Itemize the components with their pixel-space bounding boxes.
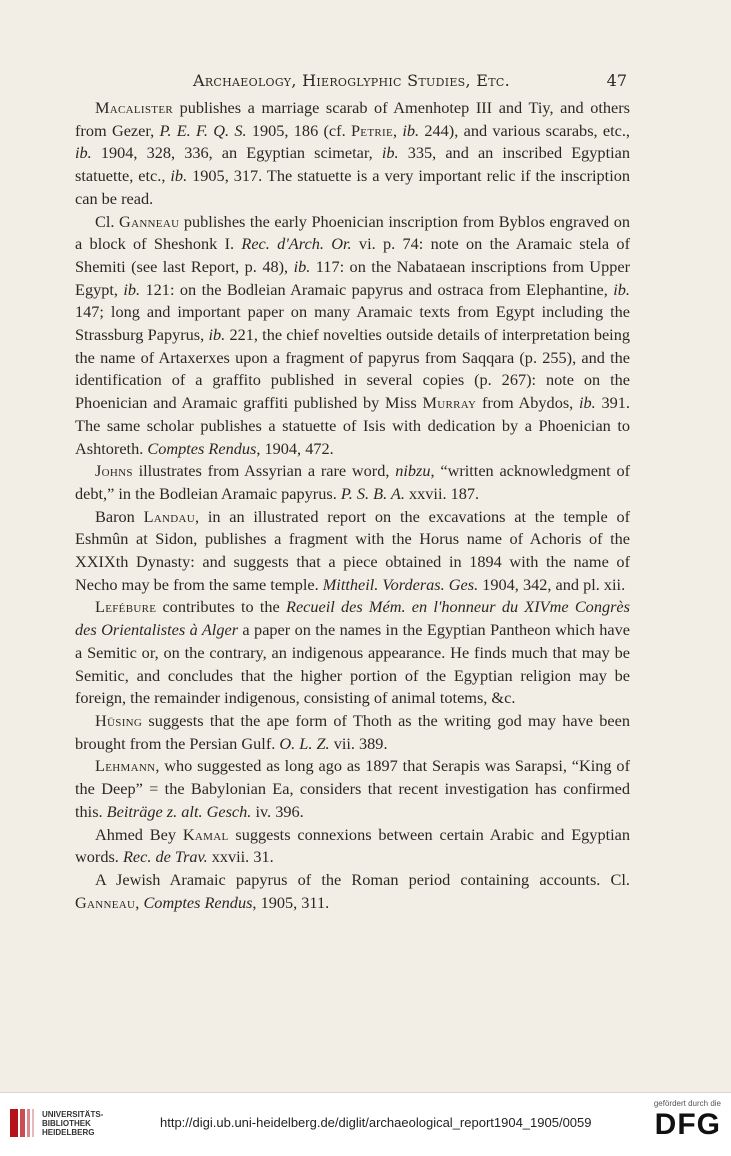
citation-italic: O. L. Z. — [279, 733, 330, 753]
citation-italic: ib. — [208, 325, 226, 345]
paragraph — [75, 97, 630, 211]
citation-italic: Rec. de Trav. — [122, 847, 208, 867]
author-name: Murray — [422, 393, 477, 413]
funding-caption: gefördert durch die — [653, 1099, 721, 1108]
paragraph — [75, 506, 630, 597]
viewer-footer — [0, 1092, 731, 1156]
page-number: 47 — [606, 71, 627, 90]
author-name: Petrie — [350, 120, 393, 140]
paragraph — [75, 755, 630, 823]
text-run: , 1904, 472. — [256, 438, 334, 458]
text-run: 1905, 186 (cf. — [246, 120, 351, 140]
text-run: 117: on the Nabataean inscriptions from Upper Egypt, — [75, 256, 630, 299]
dfg-logo-icon: DFG — [654, 1108, 721, 1141]
running-title: Archaeology, Hieroglyphic Studies, Etc. — [193, 71, 510, 90]
paragraph — [75, 824, 630, 869]
text-run: vii. 389. — [329, 733, 388, 753]
text-run: Baron — [95, 506, 144, 526]
author-name: Lehmann — [95, 756, 156, 776]
text-run: , “written acknowledgment of debt,” in the Bodleian Aramaic papyrus. — [75, 461, 631, 503]
citation-italic: nibzu — [395, 461, 431, 481]
university-library-logo[interactable] — [8, 1105, 103, 1141]
page-body — [75, 97, 630, 914]
citation-italic: Comptes Rendus — [143, 892, 253, 912]
paragraph — [75, 710, 630, 755]
citation-italic: P. E. F. Q. S. — [159, 120, 247, 140]
text-run: from Abydos, — [476, 393, 579, 413]
text-run: , — [392, 120, 403, 140]
text-run: publishes the early Phoenician inscription from Byblos engraved on a block of Sheshonk I. — [75, 211, 630, 254]
citation-italic: ib. — [381, 143, 399, 163]
citation-italic: P. S. B. A. — [340, 483, 405, 503]
author-name: Hüsing — [95, 710, 143, 730]
citation-italic: Beiträge z. alt. Gesch. — [106, 801, 252, 821]
citation-italic: ib. — [123, 279, 141, 299]
text-run: 1904, 328, 336, an Egyptian scimetar, — [91, 143, 382, 163]
text-run: 1904, 342, and pl. xii. — [478, 574, 626, 594]
text-run: suggests connexions between certain Arabic and Egyptian words. — [75, 824, 631, 867]
library-name: UNIVERSITÄTS- BIBLIOTHEK HEIDELBERG — [42, 1109, 104, 1137]
text-run: suggests that the ape form of Thoth as the writing god may have been brought from the Persian Gulf. — [75, 710, 630, 753]
paragraph — [75, 596, 630, 710]
citation-italic: ib. — [293, 256, 311, 276]
text-run: 147; long and important paper on many Aramaic texts from Egypt including the Strassburg Papyrus, — [75, 302, 630, 345]
text-run: xxvii. 187. — [404, 483, 480, 503]
text-run: , who suggested as long ago as 1897 that Serapis was Sarapsi, “King of the Deep” = the Babylonian Ea, considers that recent investigation has confirmed this. — [75, 756, 630, 821]
paragraph — [75, 869, 630, 914]
citation-italic: ib. — [170, 166, 188, 186]
author-name: Macalister — [95, 98, 173, 117]
text-run: vi. p. 74: note on the Aramaic stela of Shemiti (see last Report, p. 48), — [75, 234, 630, 276]
citation-italic: ib. — [75, 143, 92, 163]
citation-italic: Rec. d'Arch. Or. — [241, 234, 352, 254]
author-name: Kamal — [182, 824, 229, 844]
text-run: 244), and various scarabs, etc., — [419, 120, 631, 140]
author-name: Lefébure — [95, 597, 157, 617]
text-run: 1905, 317. The statuette is a very important relic if the inscription can be read. — [75, 166, 630, 208]
text-run: xxvii. 31. — [207, 847, 274, 867]
text-run: 391. The same scholar publishes a statuette of Isis with dedication by a Phoenician to Ashtoreth. — [75, 393, 630, 458]
text-run: iv. 396. — [251, 801, 304, 821]
citation-italic: Comptes Rendus — [147, 438, 257, 458]
paragraph — [75, 211, 630, 461]
dfg-funding-logo[interactable] — [654, 1099, 721, 1142]
permalink-url[interactable]: http://digi.ub.uni-heidelberg.de/diglit/archaeological_report1904_1905/0059 — [160, 1115, 592, 1130]
text-run: contributes to the — [156, 597, 286, 617]
citation-italic: ib. — [402, 120, 420, 140]
citation-italic: ib. — [579, 393, 596, 413]
text-run: illustrates from Assyrian a rare word, — [132, 461, 396, 481]
text-run: , 1905, 311. — [252, 892, 330, 912]
author-name: Ganneau — [75, 892, 136, 912]
text-run: , — [135, 892, 144, 912]
author-name: Johns — [95, 461, 133, 481]
text-run: 221, the chief novelties outside details of interpretation being the name of Artaxerxes upon a fragment of papyrus from Saqqara (p. 255), and the identification of a graffito published in several copies (p. 267): note on the Phoenician and Aramaic graffiti published by Miss — [75, 325, 630, 413]
library-emblem-icon — [8, 1105, 36, 1141]
text-run: , in an illustrated report on the excavations at the temple of Eshmûn at Sidon, publishes a fragment with the Horus name of Achoris of the XXIXth Dynasty: and suggests that a piece obtained in 1894 with the name of Necho may be from the same temple. — [75, 506, 631, 594]
citation-italic: ib. — [613, 279, 631, 299]
author-name: Landau — [143, 506, 196, 526]
text-run: 335, and an inscribed Egyptian statuette, etc., — [75, 143, 630, 186]
text-run: A Jewish Aramaic papyrus of the Roman period containing accounts. Cl. — [95, 869, 630, 889]
citation-italic: Mittheil. Vorderas. Ges. — [322, 574, 479, 594]
text-run: a paper on the names in the Egyptian Pantheon which have a Semitic or, on the contrary, an indigenous appearance. He finds much that may be Semitic, and concludes that the higher portion of the Egyptian religion may be foreign, the remainder indigenous, consisting of animal totems, &c. — [75, 620, 630, 708]
paragraph — [75, 460, 630, 505]
citation-italic: Recueil des Mém. en l'honneur du XIVme Congrès des Orientalistes à Alger — [75, 597, 630, 640]
author-name: Ganneau — [119, 211, 180, 231]
text-run: 121: on the Bodleian Aramaic papyrus and ostraca from Elephantine, — [140, 279, 614, 299]
text-run: Cl. — [95, 211, 120, 231]
text-run: Ahmed Bey — [95, 824, 183, 844]
text-run: publishes a marriage scarab of Amenhotep III and Tiy, and others from Gezer, — [75, 98, 630, 140]
